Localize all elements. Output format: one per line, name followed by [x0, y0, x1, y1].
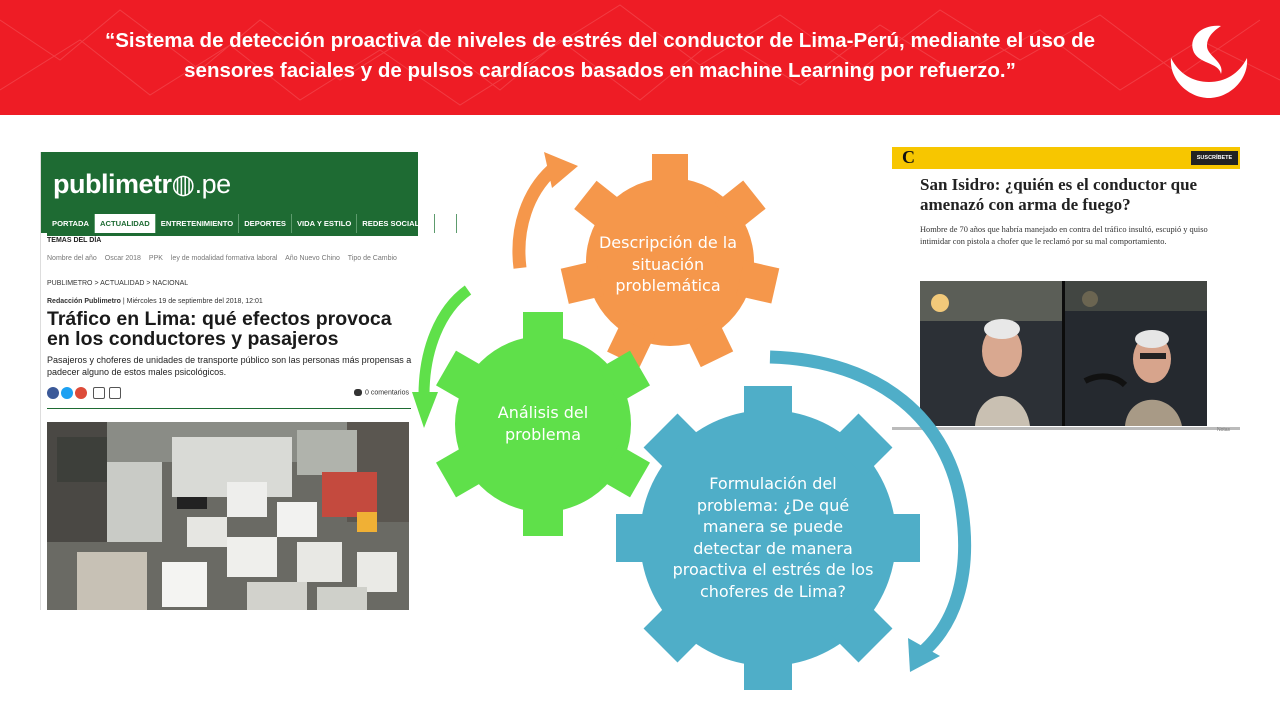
green-arrowhead-icon	[412, 392, 438, 428]
nav-item-portada: PORTADA	[47, 214, 95, 233]
byline-date: | Miércoles 19 de septiembre del 2018, 12:01	[120, 298, 263, 305]
page-title-line-1: “Sistema de detección proactiva de niveles de estrés del conductor de Lima-Perú, mediante el uso de	[104, 29, 1096, 52]
orange-arrowhead-icon	[544, 152, 578, 188]
orange-arrow	[519, 170, 552, 268]
tag: Año Nuevo Chino	[285, 255, 340, 262]
tag: Tipo de Cambio	[347, 255, 397, 262]
tag: Oscar 2018	[104, 255, 141, 262]
temas-label: TEMAS DEL DÍA	[47, 237, 102, 244]
tag: ley de modalidad formativa laboral	[170, 255, 278, 262]
blue-gear-label: Formulación del problema: ¿De qué manera se puede detectar de manera proactiva el estrés de los choferes de Lima?	[672, 474, 874, 601]
nav-item-deportes: DEPORTES	[239, 214, 292, 233]
breadcrumb: PUBLIMETRO > ACTUALIDAD > NACIONAL	[47, 280, 189, 287]
article-headline: Tráfico en Lima: qué efectos provoca en los conductores y pasajeros	[47, 308, 392, 350]
tag: Nombre del año	[47, 255, 97, 262]
tag: PPK	[148, 255, 163, 262]
comments-label: 0 comentarios	[365, 389, 409, 397]
nav-item-blogs: BL	[435, 214, 456, 233]
globe-icon: ◍	[171, 169, 195, 199]
subscribe-button[interactable]: SUSCRÍBETE	[1191, 151, 1238, 165]
article-lead: Hombre de 70 años que habría manejado en contra del tráfico insultó, escupió y quiso intimidar con pistola a chofer que le reclamó por su mal comportamiento.	[920, 225, 1208, 246]
green-gear-label: Análisis del problema	[497, 403, 589, 444]
nav-item-vida-y-estilo: VIDA Y ESTILO	[292, 214, 357, 233]
comercio-logo: C	[902, 147, 915, 167]
byline-author: Redacción Publimetro	[47, 298, 121, 305]
nav-item-actualidad: ACTUALIDAD	[95, 214, 156, 233]
footer-label: Notas	[1217, 427, 1231, 433]
article-headline: San Isidro: ¿quién es el conductor que amenazó con arma de fuego?	[920, 175, 1198, 214]
nav-item-entretenimiento: ENTRETENIMIENTO	[156, 214, 239, 233]
nav-item-redes-sociales: REDES SOCIALES	[357, 214, 435, 233]
publimetro-logo-suffix: .pe	[194, 169, 231, 199]
publimetro-logo-text: publimetr	[53, 169, 172, 199]
page-title-line-2: sensores faciales y de pulsos cardíacos basados en machine Learning por refuerzo.”	[184, 59, 1016, 82]
article-lead: Pasajeros y choferes de unidades de transporte público son las personas más propensas a padecer alguno de estos males psicológicos.	[47, 355, 412, 377]
orange-gear-label: Descripción de la situación problemática	[598, 233, 738, 295]
